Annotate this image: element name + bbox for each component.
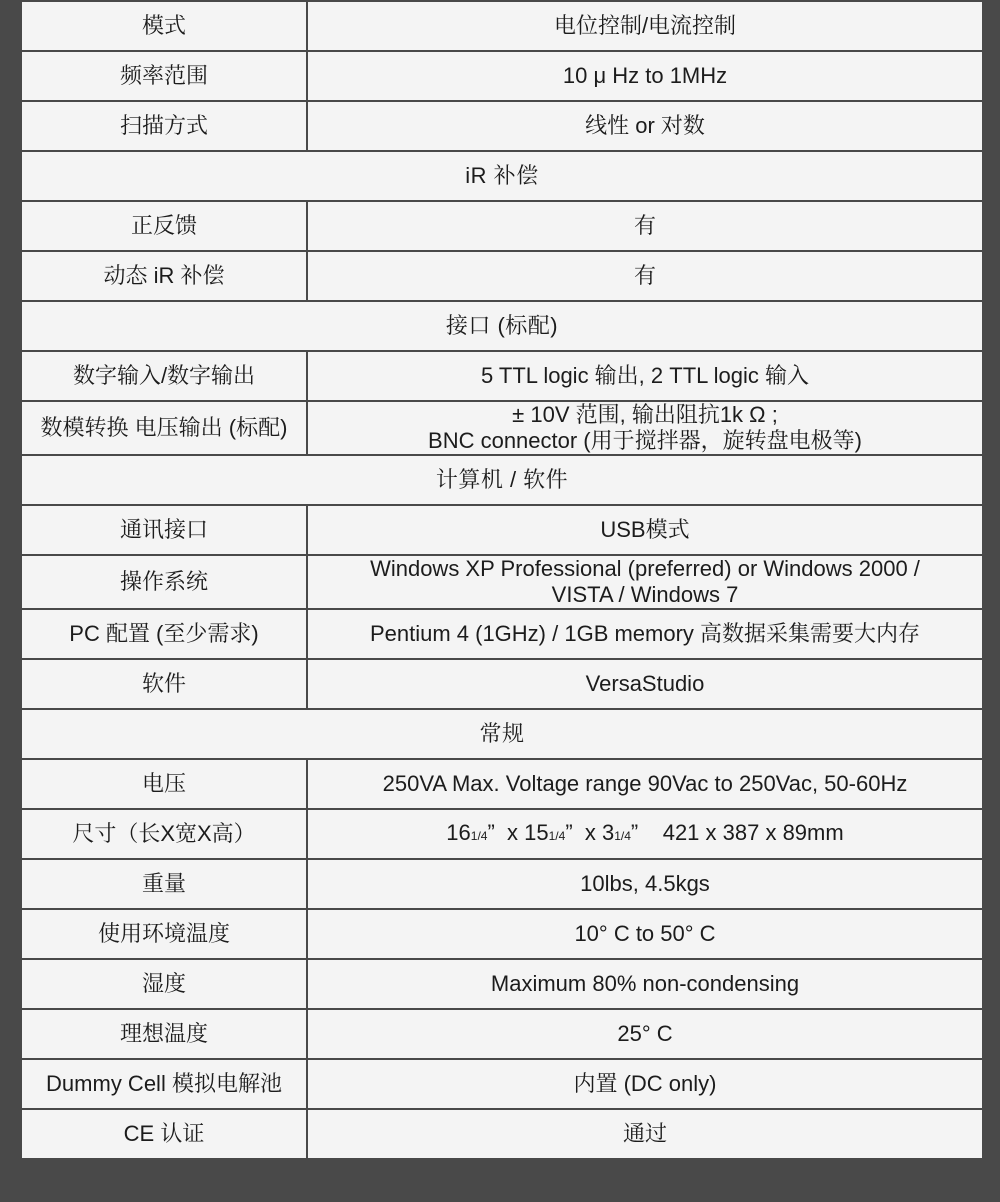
dim-metric: 421 x 387 x 89mm [662, 819, 844, 845]
row-label: 重量 [21, 859, 307, 909]
row-label: 正反馈 [21, 201, 307, 251]
row-label: PC 配置 (至少需求) [21, 609, 307, 659]
table-row [21, 251, 983, 301]
row-label: 动态 iR 补偿 [21, 251, 307, 301]
table-row [21, 51, 983, 101]
row-value: 内置 (DC only) [307, 1059, 983, 1109]
section-title: 接口 (标配) [21, 301, 983, 351]
row-value: 10lbs, 4.5kgs [307, 859, 983, 909]
dim-height-fraction: 1/4 [614, 828, 631, 843]
row-value: 25° C [307, 1009, 983, 1059]
row-label: 理想温度 [21, 1009, 307, 1059]
table-row [21, 609, 983, 659]
dim-height: x 3 [584, 819, 615, 845]
row-value: 有 [307, 201, 983, 251]
row-label: 软件 [21, 659, 307, 709]
row-label: Dummy Cell 模拟电解池 [21, 1059, 307, 1109]
inch-mark: ” [565, 819, 573, 845]
row-value: Pentium 4 (1GHz) / 1GB memory 高数据采集需要大内存 [307, 609, 983, 659]
dim-width: 16 [446, 819, 471, 845]
table-row [21, 351, 983, 401]
table-row [21, 859, 983, 909]
row-label: 数模转换 电压输出 (标配) [21, 401, 307, 455]
table-row [21, 759, 983, 809]
table-row [21, 1109, 983, 1159]
spec-table [20, 0, 984, 1160]
row-value: VersaStudio [307, 659, 983, 709]
row-value [307, 401, 983, 455]
row-label: 尺寸（长X宽X高） [21, 809, 307, 859]
section-row [21, 709, 983, 759]
section-title: 计算机 / 软件 [21, 455, 983, 505]
row-label: 通讯接口 [21, 505, 307, 555]
row-label: 电压 [21, 759, 307, 809]
row-value: 10 μ Hz to 1MHz [307, 51, 983, 101]
row-value-line: BNC connector (用于搅拌器，旋转盘电极等) [428, 428, 862, 453]
row-label: 扫描方式 [21, 101, 307, 151]
row-value: 250VA Max. Voltage range 90Vac to 250Vac, 50-60Hz [307, 759, 983, 809]
dim-width-fraction: 1/4 [470, 828, 488, 843]
table-row [21, 201, 983, 251]
row-label: 操作系统 [21, 555, 307, 609]
row-label: 模式 [21, 1, 307, 51]
section-row [21, 301, 983, 351]
row-label: 数字输入/数字输出 [21, 351, 307, 401]
row-label: CE 认证 [21, 1109, 307, 1159]
table-row [21, 1059, 983, 1109]
section-title: 常规 [21, 709, 983, 759]
row-value-line: ± 10V 范围, 输出阻抗1k Ω ; [512, 402, 778, 427]
section-row [21, 151, 983, 201]
section-title: iR 补偿 [21, 151, 983, 201]
row-value: 10° C to 50° C [307, 909, 983, 959]
dim-depth: x 15 [507, 819, 549, 845]
row-value: Maximum 80% non-condensing [307, 959, 983, 1009]
row-value: 电位控制/电流控制 [307, 1, 983, 51]
row-value: 通过 [307, 1109, 983, 1159]
dim-depth-fraction: 1/4 [548, 828, 566, 843]
table-row [21, 659, 983, 709]
table-row [21, 401, 983, 455]
row-value: 有 [307, 251, 983, 301]
table-row [21, 101, 983, 151]
row-value-line: Windows XP Professional (preferred) or Windows 2000 / [370, 556, 920, 581]
row-value: USB模式 [307, 505, 983, 555]
table-row [21, 555, 983, 609]
spec-table-body [21, 1, 983, 1159]
row-value [307, 555, 983, 609]
table-row [21, 505, 983, 555]
dimensions-value [307, 809, 983, 859]
inch-mark: ” [630, 819, 639, 845]
table-row [21, 1, 983, 51]
table-row [21, 809, 983, 859]
row-value: 5 TTL logic 输出, 2 TTL logic 输入 [307, 351, 983, 401]
table-row [21, 909, 983, 959]
row-label: 湿度 [21, 959, 307, 1009]
table-row [21, 1009, 983, 1059]
row-label: 频率范围 [21, 51, 307, 101]
row-label: 使用环境温度 [21, 909, 307, 959]
table-row [21, 959, 983, 1009]
section-row [21, 455, 983, 505]
row-value-line: VISTA / Windows 7 [551, 582, 739, 607]
inch-mark: ” [487, 819, 495, 845]
row-value: 线性 or 对数 [307, 101, 983, 151]
